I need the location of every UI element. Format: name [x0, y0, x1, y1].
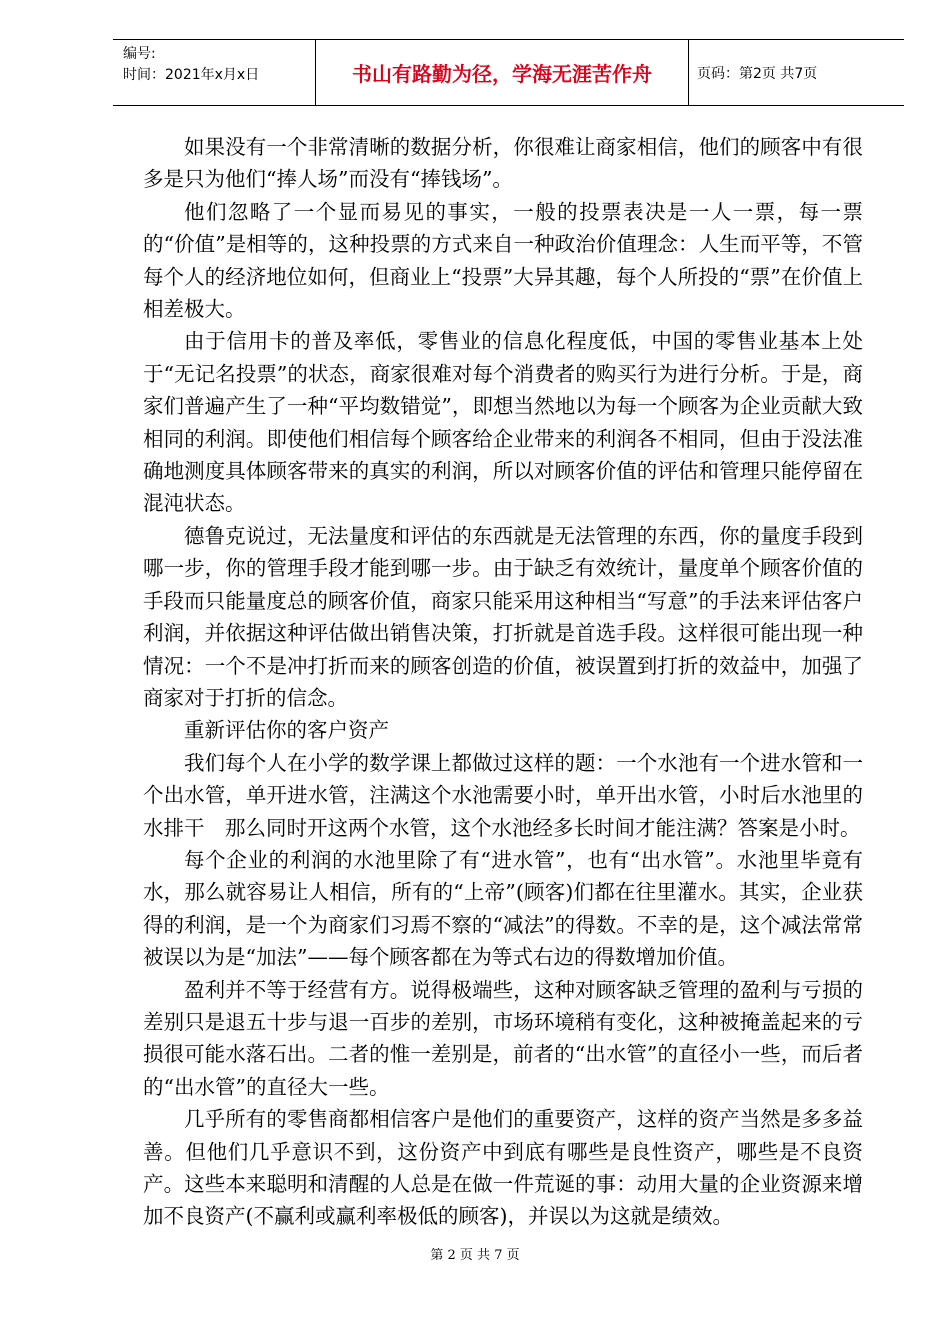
number-label: 编号:: [123, 46, 156, 62]
document-body: [143, 131, 863, 1233]
page-footer: 第 2 页 共 7 页: [430, 1248, 520, 1263]
section-heading: 重新评估你的客户资产: [184, 718, 389, 743]
paragraph: 我们每个人在小学的数学课上都做过这样的题：一个水池有一个进水管和一个出水管，单开进水管，注满这个水池需要小时，单开出水管，小时后水池里的水排干 那么同时开这两个水管，这个水池经多长时间才能注满？答案是小时。: [143, 750, 863, 840]
header-motto: 书山有路勤为径，学海无涯苦作舟: [316, 40, 689, 105]
paragraph: 由于信用卡的普及率低，零售业的信息化程度低，中国的零售业基本上处于“无记名投票”的状态，商家很难对每个消费者的购买行为进行分析。于是，商家们普遍产生了一种“平均数错觉”，即想当然地以为每一个顾客为企业贡献大致相同的利润。即使他们相信每个顾客给企业带来的利润各不相同，但由于没法准确地测度具体顾客带来的真实的利润，所以对顾客价值的评估和管理只能停留在混沌状态。: [143, 329, 863, 516]
paragraph: 每个企业的利润的水池里除了有“进水管”，也有“出水管”。水池里毕竟有水，那么就容易让人相信，所有的“上帝”(顾客)们都在往里灌水。其实，企业获得的利润，是一个为商家们习焉不察的“减法”的得数。不幸的是，这个减法常常被误以为是“加法”——每个顾客都在为等式右边的得数增加价值。: [143, 847, 863, 970]
paragraph: 几乎所有的零售商都相信客户是他们的重要资产，这样的资产当然是多多益善。但他们几乎意识不到，这份资产中到底有哪些是良性资产，哪些是不良资产。这些本来聪明和清醒的人总是在做一件荒诞的事：动用大量的企业资源来增加不良资产(不赢利或赢利率极低的顾客)，并误以为这就是绩效。: [143, 1107, 863, 1229]
paragraph: 如果没有一个非常清晰的数据分析，你很难让商家相信，他们的顾客中有很多是只为他们“捧人场”而没有“捧钱场”。: [143, 135, 863, 192]
page-header: [113, 39, 904, 106]
header-meta: [113, 40, 316, 105]
paragraph: 德鲁克说过，无法量度和评估的东西就是无法管理的东西，你的量度手段到哪一步，你的管理手段才能到哪一步。由于缺乏有效统计，量度单个顾客价值的手段而只能量度总的顾客价值，商家只能采用这种相当“写意”的手法来评估客户利润，并依据这种评估做出销售决策，打折就是首选手段。这样很可能出现一种情况：一个不是冲打折而来的顾客创造的价值，被误置到打折的效益中，加强了商家对于打折的信念。: [143, 523, 863, 710]
time-label: 时间：2021年x月x日: [123, 67, 260, 83]
paragraph: 盈利并不等于经营有方。说得极端些，这种对顾客缺乏管理的盈利与亏损的差别只是退五十步与退一百步的差别，市场环境稍有变化，这种被掩盖起来的亏损很可能水落石出。二者的惟一差别是，前者的“出水管”的直径小一些，而后者的“出水管”的直径大一些。: [143, 977, 863, 1099]
header-page-info: 页码：第2页 共7页: [697, 65, 818, 82]
paragraph: 他们忽略了一个显而易见的事实，一般的投票表决是一人一票，每一票的“价值”是相等的，这种投票的方式来自一种政治价值理念：人生而平等，不管每个人的经济地位如何，但商业上“投票”大异其趣，每个人所投的“票”在价值上相差极大。: [143, 199, 863, 322]
